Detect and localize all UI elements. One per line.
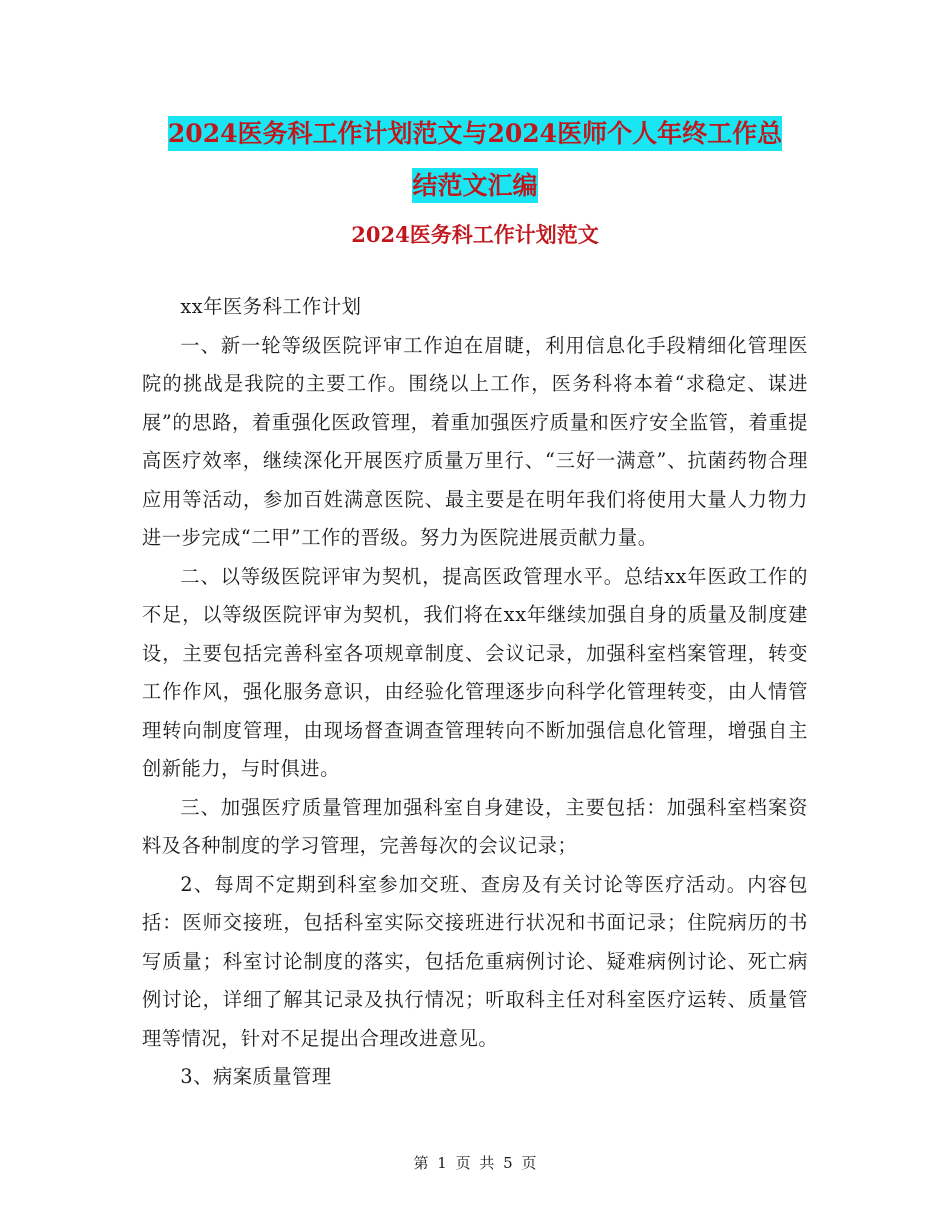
title-line-2: 结范文汇编	[412, 168, 537, 203]
paragraph-1: 一、新一轮等级医院评审工作迫在眉睫，利用信息化手段精细化管理医院的挑战是我院的主要工作。围绕以上工作，医务科将本着“求稳定、谋进展”的思路，着重强化医政管理，着重加强医疗质量和医疗安全监管，着重提高医疗效率，继续深化开展医疗质量万里行、“三好一满意”、抗菌药物合理应用等活动，参加百姓满意医院、最主要是在明年我们将使用大量人力物力进一步完成“二甲”工作的晋级。努力为医院进展贡献力量。	[142, 333, 808, 549]
document-title	[0, 108, 950, 212]
paragraph-plan-heading: xx年医务科工作计划	[180, 295, 362, 318]
paragraph-5: 3、病案质量管理	[180, 1065, 332, 1088]
paragraph-3: 三、加强医疗质量管理加强科室自身建设，主要包括：加强科室档案资料及各种制度的学习管理，完善每次的会议记录；	[142, 795, 808, 857]
paragraph-4: 2、每周不定期到科室参加交班、查房及有关讨论等医疗活动。内容包括：医师交接班，包括科室实际交接班进行状况和书面记录；住院病历的书写质量；科室讨论制度的落实，包括危重病例讨论、疑难病例讨论、死亡病例讨论，详细了解其记录及执行情况；听取科主任对科室医疗运转、质量管理等情况，针对不足提出合理改进意见。	[142, 872, 808, 1050]
document-body	[142, 288, 808, 1097]
page-footer: 第 1 页 共 5 页	[413, 1154, 537, 1172]
title-line-1: 2024医务科工作计划范文与2024医师个人年终工作总	[168, 116, 782, 151]
paragraph-2: 二、以等级医院评审为契机，提高医政管理水平。总结xx年医政工作的不足，以等级医院评审为契机，我们将在xx年继续加强自身的质量及制度建设，主要包括完善科室各项规章制度、会议记录，加强科室档案管理，转变工作作风，强化服务意识，由经验化管理逐步向科学化管理转变，由人情管理转向制度管理，由现场督查调查管理转向不断加强信息化管理，增强自主创新能力，与时俱进。	[142, 564, 808, 780]
section-title: 2024医务科工作计划范文	[351, 222, 599, 247]
